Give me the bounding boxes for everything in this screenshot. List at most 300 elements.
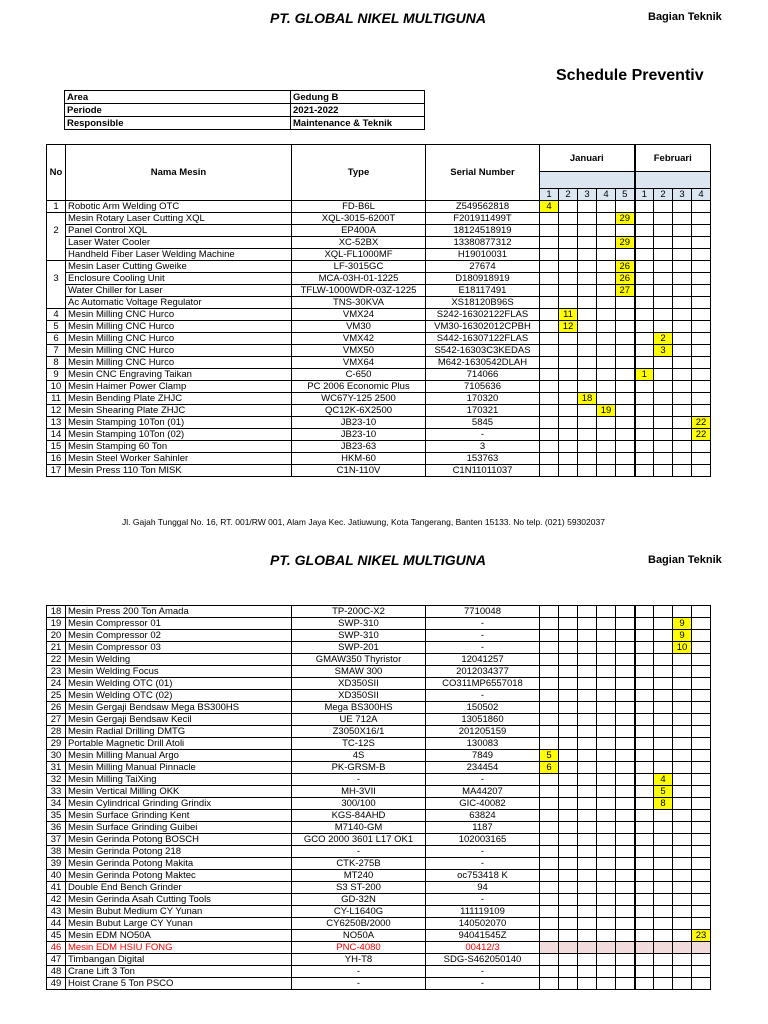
- week-cell: [597, 798, 616, 810]
- week-cell: [654, 225, 673, 237]
- week-cell: [616, 738, 635, 750]
- week-cell: [578, 297, 597, 309]
- week-cell: [692, 213, 711, 225]
- week-cell: [597, 417, 616, 429]
- row-serial: -: [426, 630, 540, 642]
- week-cell: [692, 702, 711, 714]
- scheduled-week-cell: 22: [692, 417, 711, 429]
- row-serial: 00412/3: [426, 942, 540, 954]
- week-cell: [635, 690, 654, 702]
- row-machine-name: Robotic Arm Welding OTC: [66, 201, 292, 213]
- week-cell: [673, 870, 692, 882]
- week-cell: [635, 225, 654, 237]
- week-cell: [692, 654, 711, 666]
- week-cell: [692, 750, 711, 762]
- week-cell: [597, 642, 616, 654]
- company-name-page2: PT. GLOBAL NIKEL MULTIGUNA: [270, 552, 486, 568]
- week-cell: [635, 942, 654, 954]
- week-cell: [597, 690, 616, 702]
- table-row: [47, 690, 711, 702]
- week-cell: [559, 822, 578, 834]
- week-cell: [654, 441, 673, 453]
- scheduled-week-cell: 26: [616, 273, 635, 285]
- week-cell: [692, 882, 711, 894]
- week-cell: [635, 702, 654, 714]
- week-cell: [597, 345, 616, 357]
- row-no: 3: [47, 273, 66, 285]
- week-cell: [597, 810, 616, 822]
- info-label: Periode: [65, 104, 291, 117]
- week-cell: [673, 954, 692, 966]
- week-cell: [540, 978, 559, 990]
- week-cell: [692, 894, 711, 906]
- row-no: 13: [47, 417, 66, 429]
- row-type: JB23-10: [292, 417, 426, 429]
- table-row: [47, 858, 711, 870]
- week-cell: [692, 738, 711, 750]
- week-cell: [540, 630, 559, 642]
- week-cell: [559, 357, 578, 369]
- week-cell: [559, 225, 578, 237]
- week-cell: [578, 678, 597, 690]
- week-cell: [692, 858, 711, 870]
- row-serial: 18124518919: [426, 225, 540, 237]
- week-cell: [635, 798, 654, 810]
- info-row: [65, 91, 425, 104]
- row-type: SWP-310: [292, 630, 426, 642]
- week-cell: [540, 702, 559, 714]
- week-cell: [559, 786, 578, 798]
- row-no: 23: [47, 666, 66, 678]
- department-label-page2: Bagian Teknik: [648, 554, 722, 566]
- week-cell: [635, 762, 654, 774]
- week-cell: [635, 930, 654, 942]
- week-cell: [540, 774, 559, 786]
- week-cell: [635, 333, 654, 345]
- week-cell: [597, 606, 616, 618]
- week-cell: [559, 213, 578, 225]
- table-row: [47, 714, 711, 726]
- row-no: 38: [47, 846, 66, 858]
- row-type: MT240: [292, 870, 426, 882]
- week-cell: [692, 333, 711, 345]
- row-machine-name: Mesin Radial Drilling DMTG: [66, 726, 292, 738]
- week-cell: [673, 906, 692, 918]
- row-type: VMX64: [292, 357, 426, 369]
- week-cell: [673, 762, 692, 774]
- week-cell: [616, 882, 635, 894]
- week-cell: [616, 714, 635, 726]
- week-cell: [578, 798, 597, 810]
- week-cell: [635, 714, 654, 726]
- week-cell: [597, 393, 616, 405]
- row-no: 34: [47, 798, 66, 810]
- row-no: 12: [47, 405, 66, 417]
- row-no: 9: [47, 369, 66, 381]
- scheduled-week-cell: 11: [559, 309, 578, 321]
- week-cell: [597, 237, 616, 249]
- week-cell: [635, 678, 654, 690]
- week-header: 1: [540, 189, 559, 201]
- week-cell: [597, 630, 616, 642]
- week-cell: [635, 810, 654, 822]
- week-cell: [692, 630, 711, 642]
- week-cell: [616, 666, 635, 678]
- week-cell: [692, 822, 711, 834]
- week-cell: [616, 858, 635, 870]
- table-row: [47, 273, 711, 285]
- info-table: [64, 90, 425, 130]
- week-cell: [559, 606, 578, 618]
- week-cell: [540, 465, 559, 477]
- week-cell: [597, 906, 616, 918]
- scheduled-week-cell: 9: [673, 630, 692, 642]
- row-type: C1N-110V: [292, 465, 426, 477]
- week-cell: [540, 417, 559, 429]
- week-cell: [578, 321, 597, 333]
- week-cell: [597, 333, 616, 345]
- week-cell: [540, 918, 559, 930]
- week-cell: [654, 870, 673, 882]
- week-cell: [559, 858, 578, 870]
- week-header: 2: [559, 189, 578, 201]
- week-cell: [597, 357, 616, 369]
- week-cell: [654, 381, 673, 393]
- table-row: [47, 678, 711, 690]
- week-cell: [635, 357, 654, 369]
- week-cell: [692, 369, 711, 381]
- table-row: [47, 261, 711, 273]
- week-cell: [692, 834, 711, 846]
- week-cell: [635, 261, 654, 273]
- week-cell: [578, 894, 597, 906]
- table-row: [47, 774, 711, 786]
- week-cell: [673, 465, 692, 477]
- week-cell: [635, 846, 654, 858]
- week-cell: [578, 834, 597, 846]
- row-type: TFLW-1000WDR-03Z-1225: [292, 285, 426, 297]
- row-serial: 714066: [426, 369, 540, 381]
- scheduled-week-cell: 29: [616, 213, 635, 225]
- week-cell: [540, 714, 559, 726]
- week-cell: [540, 738, 559, 750]
- week-cell: [540, 930, 559, 942]
- week-cell: [559, 642, 578, 654]
- scheduled-week-cell: 27: [616, 285, 635, 297]
- row-machine-name: Mesin Compressor 01: [66, 618, 292, 630]
- row-serial: S542-16303C3KEDAS: [426, 345, 540, 357]
- table-row: [47, 297, 711, 309]
- week-cell: [654, 918, 673, 930]
- week-cell: [578, 702, 597, 714]
- week-cell: [616, 978, 635, 990]
- week-cell: [597, 654, 616, 666]
- week-cell: [673, 321, 692, 333]
- week-cell: [654, 750, 673, 762]
- row-type: GD-32N: [292, 894, 426, 906]
- row-machine-name: Mesin Welding Focus: [66, 666, 292, 678]
- row-type: -: [292, 774, 426, 786]
- week-cell: [654, 954, 673, 966]
- row-machine-name: Enclosure Cooling Unit: [66, 273, 292, 285]
- week-cell: [540, 786, 559, 798]
- row-machine-name: Mesin Gerinda Potong BOSCH: [66, 834, 292, 846]
- row-type: JB23-10: [292, 429, 426, 441]
- week-cell: [559, 702, 578, 714]
- week-cell: [578, 606, 597, 618]
- week-cell: [654, 285, 673, 297]
- week-cell: [692, 690, 711, 702]
- row-type: YH-T8: [292, 954, 426, 966]
- row-type: XQL-3015-6200T: [292, 213, 426, 225]
- row-type: CY6250B/2000: [292, 918, 426, 930]
- week-cell: [597, 738, 616, 750]
- week-cell: [654, 690, 673, 702]
- week-cell: [635, 393, 654, 405]
- row-machine-name: Mesin Press 200 Ton Amada: [66, 606, 292, 618]
- scheduled-week-cell: 19: [597, 405, 616, 417]
- week-cell: [559, 429, 578, 441]
- week-cell: [692, 642, 711, 654]
- scheduled-week-cell: 22: [692, 429, 711, 441]
- header-nama-mesin: Nama Mesin: [66, 145, 292, 201]
- week-cell: [692, 381, 711, 393]
- week-cell: [578, 978, 597, 990]
- row-serial: VM30-16302012CPBH: [426, 321, 540, 333]
- week-cell: [635, 381, 654, 393]
- week-cell: [654, 429, 673, 441]
- row-serial: 13051860: [426, 714, 540, 726]
- week-cell: [635, 906, 654, 918]
- week-cell: [635, 870, 654, 882]
- header-serial: Serial Number: [426, 145, 540, 201]
- table-row: [47, 417, 711, 429]
- week-cell: [578, 750, 597, 762]
- week-cell: [597, 309, 616, 321]
- week-cell: [654, 858, 673, 870]
- row-no: 16: [47, 453, 66, 465]
- week-cell: [578, 429, 597, 441]
- week-cell: [654, 369, 673, 381]
- row-serial: F201911499T: [426, 213, 540, 225]
- week-cell: [597, 453, 616, 465]
- row-machine-name: Mesin Milling CNC Hurco: [66, 357, 292, 369]
- week-cell: [616, 441, 635, 453]
- week-cell: [673, 930, 692, 942]
- row-type: GCO 2000 3601 L17 OK1: [292, 834, 426, 846]
- scheduled-week-cell: 4: [540, 201, 559, 213]
- week-header: 3: [578, 189, 597, 201]
- week-cell: [540, 273, 559, 285]
- row-machine-name: Mesin Vertical Milling OKK: [66, 786, 292, 798]
- week-cell: [578, 714, 597, 726]
- table-row: [47, 309, 711, 321]
- week-cell: [654, 249, 673, 261]
- week-cell: [597, 858, 616, 870]
- week-cell: [654, 714, 673, 726]
- week-cell: [654, 978, 673, 990]
- week-cell: [616, 642, 635, 654]
- week-header: 4: [597, 189, 616, 201]
- week-cell: [635, 954, 654, 966]
- row-type: VMX24: [292, 309, 426, 321]
- week-cell: [559, 954, 578, 966]
- week-cell: [654, 309, 673, 321]
- week-cell: [540, 213, 559, 225]
- week-cell: [559, 978, 578, 990]
- row-no: [47, 297, 66, 309]
- row-serial: MA44207: [426, 786, 540, 798]
- week-cell: [692, 726, 711, 738]
- row-type: LF-3015GC: [292, 261, 426, 273]
- week-cell: [654, 618, 673, 630]
- week-cell: [559, 690, 578, 702]
- week-cell: [540, 441, 559, 453]
- row-type: C-650: [292, 369, 426, 381]
- row-serial: 5845: [426, 417, 540, 429]
- week-cell: [540, 834, 559, 846]
- table-row: [47, 654, 711, 666]
- week-cell: [540, 954, 559, 966]
- table-row: [47, 978, 711, 990]
- row-serial: Z549562818: [426, 201, 540, 213]
- week-cell: [578, 870, 597, 882]
- table-row: [47, 786, 711, 798]
- week-cell: [540, 357, 559, 369]
- table-row: [47, 429, 711, 441]
- week-cell: [540, 642, 559, 654]
- week-cell: [654, 702, 673, 714]
- week-cell: [692, 774, 711, 786]
- week-cell: [654, 930, 673, 942]
- row-no: 46: [47, 942, 66, 954]
- week-cell: [635, 966, 654, 978]
- row-machine-name: Mesin Steel Worker Sahinler: [66, 453, 292, 465]
- row-machine-name: Mesin Laser Cutting Gweike: [66, 261, 292, 273]
- week-cell: [654, 321, 673, 333]
- week-cell: [578, 369, 597, 381]
- week-cell: [673, 249, 692, 261]
- week-cell: [597, 714, 616, 726]
- table-row: [47, 357, 711, 369]
- table-row: [47, 225, 711, 237]
- row-no: 30: [47, 750, 66, 762]
- week-cell: [692, 762, 711, 774]
- week-cell: [635, 285, 654, 297]
- week-cell: [692, 618, 711, 630]
- table-row: [47, 333, 711, 345]
- week-cell: [616, 906, 635, 918]
- week-cell: [654, 630, 673, 642]
- week-cell: [559, 465, 578, 477]
- table-row: [47, 249, 711, 261]
- week-cell: [692, 273, 711, 285]
- week-cell: [540, 261, 559, 273]
- week-cell: [673, 285, 692, 297]
- week-cell: [578, 810, 597, 822]
- row-type: KGS-84AHD: [292, 810, 426, 822]
- info-value: Maintenance & Teknik: [291, 117, 425, 130]
- row-serial: 7105636: [426, 381, 540, 393]
- info-value: Gedung B: [291, 91, 425, 104]
- week-cell: [673, 237, 692, 249]
- week-cell: [540, 321, 559, 333]
- row-no: 20: [47, 630, 66, 642]
- table-row: [47, 465, 711, 477]
- week-cell: [692, 810, 711, 822]
- row-type: S3 ST-200: [292, 882, 426, 894]
- week-cell: [616, 297, 635, 309]
- machine-schedule-table-page2: [46, 605, 711, 990]
- week-cell: [654, 738, 673, 750]
- scheduled-week-cell: 10: [673, 642, 692, 654]
- info-value: 2021-2022: [291, 104, 425, 117]
- week-cell: [559, 618, 578, 630]
- row-type: VMX50: [292, 345, 426, 357]
- week-cell: [597, 762, 616, 774]
- row-machine-name: Mesin Welding OTC (02): [66, 690, 292, 702]
- week-cell: [635, 978, 654, 990]
- row-machine-name: Hoist Crane 5 Ton PSCO: [66, 978, 292, 990]
- week-cell: [673, 834, 692, 846]
- week-cell: [540, 393, 559, 405]
- row-serial: CO311MP6557018: [426, 678, 540, 690]
- week-cell: [540, 405, 559, 417]
- week-cell: [692, 798, 711, 810]
- week-cell: [616, 465, 635, 477]
- week-cell: [578, 918, 597, 930]
- week-cell: [559, 201, 578, 213]
- week-cell: [578, 453, 597, 465]
- row-type: 4S: [292, 750, 426, 762]
- week-cell: [673, 894, 692, 906]
- week-header: 1: [635, 189, 654, 201]
- week-cell: [540, 606, 559, 618]
- week-cell: [597, 297, 616, 309]
- scheduled-week-cell: 8: [654, 798, 673, 810]
- week-cell: [654, 453, 673, 465]
- row-machine-name: Mesin Bubut Large CY Yunan: [66, 918, 292, 930]
- row-no: [47, 213, 66, 225]
- row-serial: 63824: [426, 810, 540, 822]
- week-cell: [616, 918, 635, 930]
- header-month-januari: Januari: [540, 145, 635, 172]
- row-serial: 234454: [426, 762, 540, 774]
- week-cell: [635, 441, 654, 453]
- row-type: EP400A: [292, 225, 426, 237]
- week-cell: [597, 846, 616, 858]
- table-row: [47, 393, 711, 405]
- table-row: [47, 810, 711, 822]
- row-type: FD-B6L: [292, 201, 426, 213]
- week-cell: [578, 858, 597, 870]
- row-type: XQL-FL1000MF: [292, 249, 426, 261]
- scheduled-week-cell: 4: [654, 774, 673, 786]
- week-cell: [559, 918, 578, 930]
- row-no: 1: [47, 201, 66, 213]
- week-cell: [692, 606, 711, 618]
- row-serial: 201205159: [426, 726, 540, 738]
- row-machine-name: Mesin Milling CNC Hurco: [66, 309, 292, 321]
- week-cell: [692, 906, 711, 918]
- week-cell: [635, 858, 654, 870]
- week-cell: [578, 942, 597, 954]
- row-machine-name: Mesin Stamping 60 Ton: [66, 441, 292, 453]
- table-row: [47, 453, 711, 465]
- week-cell: [692, 786, 711, 798]
- row-type: 300/100: [292, 798, 426, 810]
- table-row: [47, 762, 711, 774]
